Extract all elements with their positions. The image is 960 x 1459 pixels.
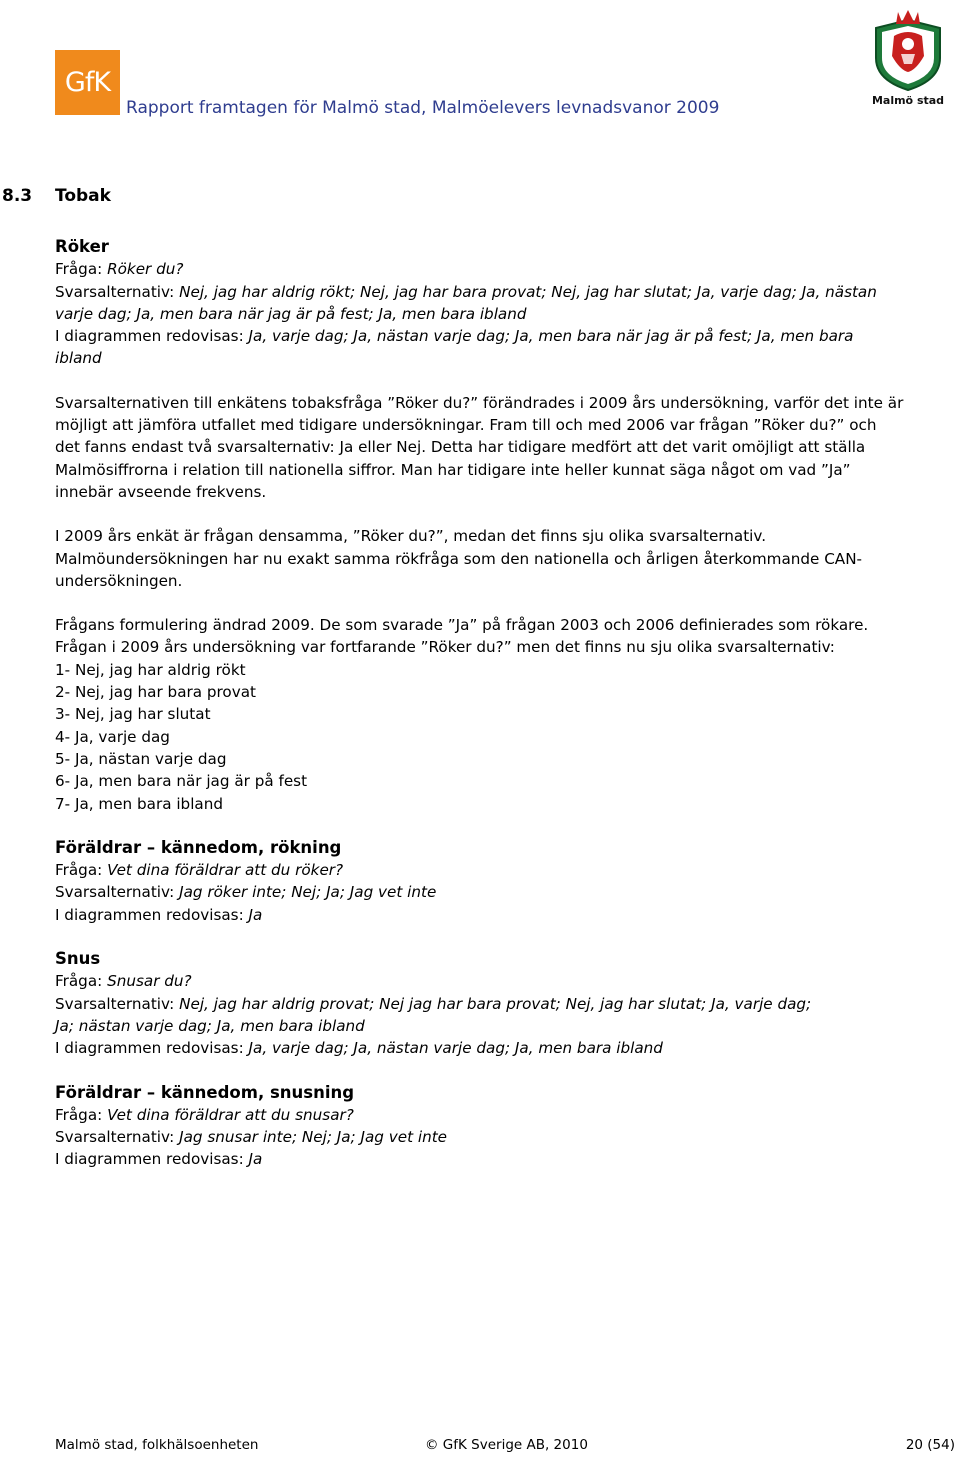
answers-value: Jag röker inte; Nej; Ja; Jag vet inte [179, 883, 437, 902]
question-value: Röker du? [107, 260, 184, 279]
heading-foraldrar-rokning: Föräldrar – kännedom, rökning [55, 837, 342, 857]
answers-value: Nej, jag har aldrig provat; Nej jag har bara provat; Nej, jag har slutat; Ja, varje dag; [179, 994, 812, 1013]
page-footer [55, 1437, 955, 1457]
question-label: Fråga: [55, 972, 108, 991]
list-item: 7- Ja, men bara ibland [55, 794, 223, 813]
diagram-label: I diagrammen redovisas: [55, 1150, 249, 1169]
question-label: Fråga: [55, 1105, 108, 1124]
diagram-label: I diagrammen redovisas: [55, 327, 249, 346]
paragraph-line: Frågan i 2009 års undersökning var fortfarande ”Röker du?” men det finns nu sju olika svarsalternativ: [55, 638, 835, 657]
diagram-line [55, 1037, 960, 1059]
diagram-value: Ja [248, 905, 263, 924]
crest-icon [868, 6, 948, 94]
question-value: Vet dina föräldrar att du röker? [107, 861, 344, 880]
answers-line [55, 993, 960, 1015]
question-line [55, 258, 960, 280]
answers-line [55, 1126, 960, 1148]
diagram-line [55, 1148, 960, 1170]
answers-line [55, 281, 960, 303]
paragraph-line: undersökningen. [55, 571, 183, 590]
malmo-crest-logo [868, 6, 948, 110]
list-item: 4- Ja, varje dag [55, 727, 170, 746]
list-item: 3- Nej, jag har slutat [55, 705, 211, 724]
footer-copyright: © GfK Sverige AB, 2010 [425, 1437, 588, 1453]
question-value: Vet dina föräldrar att du snusar? [107, 1105, 354, 1124]
question-label: Fråga: [55, 260, 108, 279]
paragraph-line: innebär avseende frekvens. [55, 482, 267, 501]
list-item: 5- Ja, nästan varje dag [55, 749, 227, 768]
answers-label: Svarsalternativ: [55, 282, 180, 301]
diagram-value: Ja, varje dag; Ja, nästan varje dag; Ja, men bara när jag är på fest; Ja, men bara [248, 327, 854, 346]
answers-value: Nej, jag har aldrig rökt; Nej, jag har bara provat; Nej, jag har slutat; Ja, varje dag; Ja, nästan [179, 282, 877, 301]
diagram-line [55, 325, 960, 347]
section-title: Tobak [55, 186, 111, 206]
list-item: 6- Ja, men bara när jag är på fest [55, 772, 308, 791]
section-number: 8.3 [2, 186, 33, 206]
diagram-value-cont: ibland [55, 349, 102, 368]
list-item: 1- Nej, jag har aldrig rökt [55, 660, 246, 679]
diagram-label: I diagrammen redovisas: [55, 1039, 249, 1058]
paragraph-line: Malmöundersökningen har nu exakt samma rökfråga som den nationella och årligen återkommande CAN- [55, 549, 863, 568]
heading-snus: Snus [55, 949, 101, 969]
paragraph-line: Svarsalternativen till enkätens tobaksfråga ”Röker du?” förändrades i 2009 års undersökning, varför det inte är [55, 393, 904, 412]
answers-label: Svarsalternativ: [55, 994, 180, 1013]
answers-line [55, 881, 960, 903]
paragraph-line: det fanns endast två svarsalternativ: Ja eller Nej. Detta har tidigare medfört att det varit omöjligt att ställa [55, 438, 866, 457]
question-line [55, 1104, 960, 1126]
question-label: Fråga: [55, 861, 108, 880]
answers-value-cont: varje dag; Ja, men bara när jag är på fest; Ja, men bara ibland [55, 304, 527, 323]
question-line [55, 970, 960, 992]
diagram-value: Ja [248, 1150, 263, 1169]
paragraph-line: Frågans formulering ändrad 2009. De som svarade ”Ja” på frågan 2003 och 2006 definierades som rökare. [55, 616, 869, 635]
diagram-label: I diagrammen redovisas: [55, 905, 249, 924]
page-number: 20 (54) [905, 1437, 955, 1453]
answers-label: Svarsalternativ: [55, 883, 180, 902]
heading-foraldrar-snusning: Föräldrar – kännedom, snusning [55, 1082, 355, 1102]
answers-value-cont: Ja; nästan varje dag; Ja, men bara ibland [55, 1016, 365, 1035]
answers-label: Svarsalternativ: [55, 1128, 180, 1147]
diagram-value: Ja, varje dag; Ja, nästan varje dag; Ja, men bara ibland [248, 1039, 663, 1058]
heading-roker: Röker [55, 237, 109, 256]
paragraph-line: möjligt att jämföra utfallet med tidigare undersökningar. Fram till och med 2006 var frågan ”Röker du?” och [55, 416, 877, 435]
paragraph-line: Malmösiffrorna i relation till nationella siffror. Man har tidigare inte heller kunnat säga något om vad ”Ja” [55, 460, 851, 479]
footer-org: Malmö stad, folkhälsoenheten [55, 1437, 259, 1453]
gfk-logo: GfK [55, 50, 120, 115]
question-value: Snusar du? [107, 972, 192, 991]
diagram-line [55, 904, 960, 926]
report-title: Rapport framtagen för Malmö stad, Malmöelevers levnadsvanor 2009 [126, 98, 720, 118]
document-body [55, 236, 960, 1171]
question-line [55, 859, 960, 881]
crest-label: Malmö stad [871, 94, 945, 107]
paragraph-line: I 2009 års enkät är frågan densamma, ”Röker du?”, medan det finns sju olika svarsalternativ. [55, 527, 767, 546]
answers-value: Jag snusar inte; Nej; Ja; Jag vet inte [179, 1128, 448, 1147]
list-item: 2- Nej, jag har bara provat [55, 683, 256, 702]
